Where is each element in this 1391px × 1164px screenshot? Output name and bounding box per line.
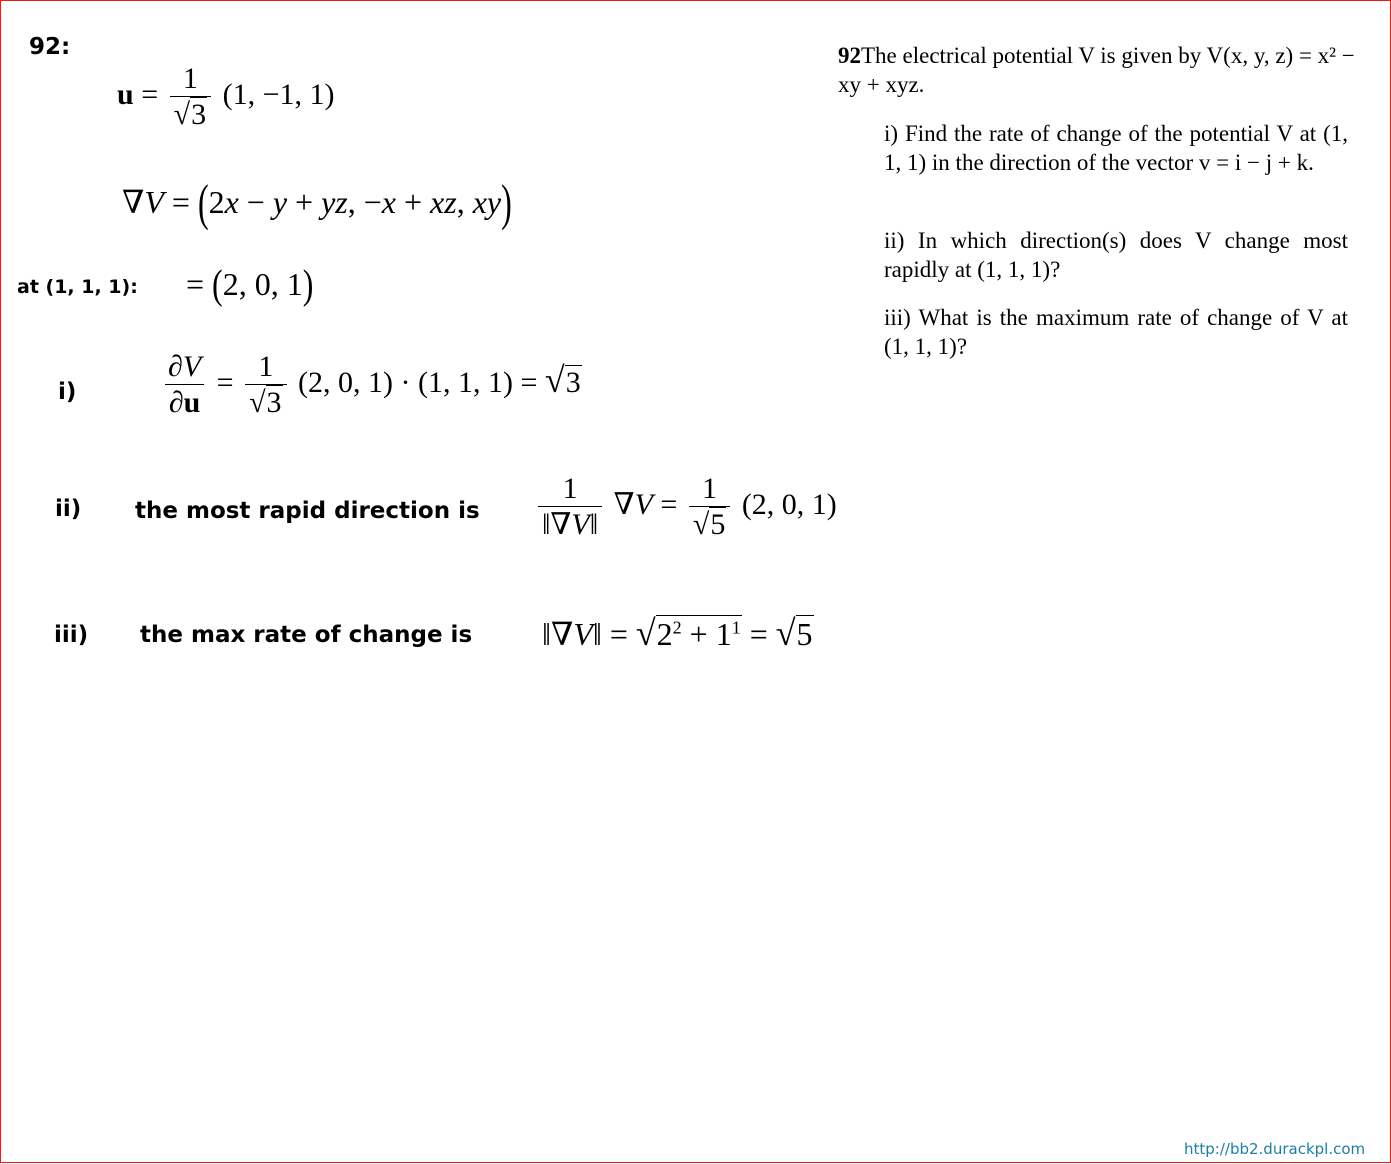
part-i-label: i) — [58, 379, 77, 405]
unit-vector-equation: u = $\frac{1}{√3}$ (1, −1, 1) — [117, 62, 335, 131]
problem-number: 92 — [838, 43, 861, 68]
gradient-equation: ∇V = (2x − y + yz, −x + xz, xy) — [122, 172, 512, 231]
directional-derivative-equation: $\frac{\partial V}{\partial u}$ = $\frac{1}{√3}$ (2, 0, 1) · (1, 1, 1) = √3 — [160, 352, 582, 418]
problem-part-ii: ii) In which direction(s) does V change most rapidly at (1, 1, 1)? — [884, 228, 1348, 282]
solution-number: 92: — [29, 34, 71, 60]
problem-statement — [838, 41, 1378, 99]
part-iii-label: iii) — [54, 622, 89, 648]
part-ii-text: the most rapid direction is — [135, 498, 480, 524]
problem-part-i: i) Find the rate of change of the potential V at (1, 1, 1) in the direction of the vector v = i − j + k. — [884, 121, 1348, 175]
source-url: http://bb2.durackpl.com — [1184, 1140, 1366, 1158]
problem-part-iii: iii) What is the maximum rate of change of V at (1, 1, 1)? — [884, 305, 1348, 359]
rapid-direction-equation: $\frac{1}{‖\nabla V‖}$ ∇V = $\frac{1}{√5}$ (2, 0, 1) — [534, 474, 837, 540]
max-rate-equation: ‖∇V‖ = $√2^2 + 1^1 = √5$ — [542, 613, 813, 653]
problem-statement-text: The electrical potential V is given by V(x, y, z) = x² − xy + xyz. — [838, 43, 1355, 97]
part-iii-text: the max rate of change is — [140, 622, 473, 648]
gradient-at-point: = (2, 0, 1) — [186, 260, 314, 308]
part-ii-label: ii) — [55, 496, 82, 522]
at-point-label: at (1, 1, 1): — [17, 276, 138, 298]
